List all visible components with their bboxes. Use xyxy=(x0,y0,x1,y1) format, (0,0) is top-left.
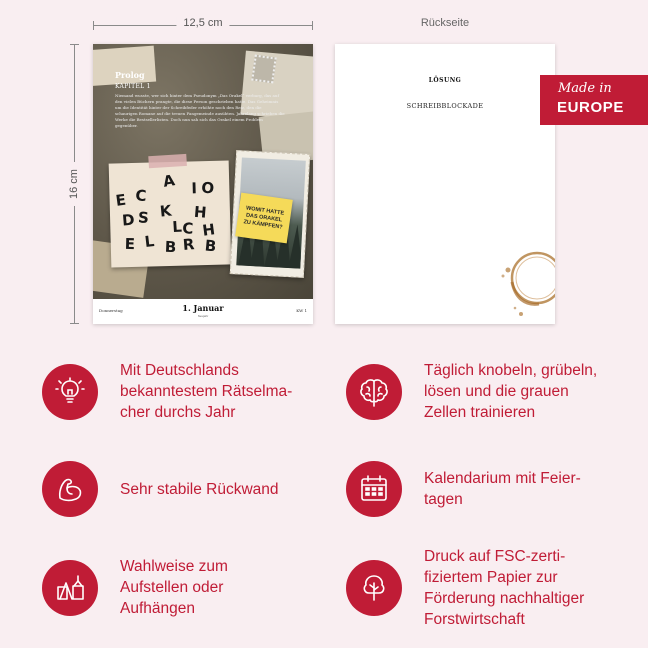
puzzle-letter: S xyxy=(137,208,150,228)
puzzle-letter: L xyxy=(171,217,183,237)
chapter-label: KAPITEL 1 xyxy=(115,83,151,90)
lightbulb-icon xyxy=(42,364,98,420)
puzzle-letter: E xyxy=(114,190,128,210)
puzzle-letter: K xyxy=(159,201,173,221)
feature-text: Druck auf FSC-zerti- fiziertem Papier zur Förderung nachhaltiger Forstwirtschaft xyxy=(424,548,585,628)
feature-text: Sehr stabile Rückwand xyxy=(120,480,279,498)
puzzle-letter: O xyxy=(200,178,215,198)
puzzle-letter: H xyxy=(193,202,208,222)
feature-stable-back xyxy=(42,461,279,517)
holiday: Neujahr xyxy=(197,314,209,318)
sticky-note: WOMIT HATTE DAS ORAKEL ZU KÄMPFEN? xyxy=(235,193,293,244)
weekday: Donnerstag xyxy=(99,308,123,313)
puzzle-letter: A xyxy=(161,171,177,191)
puzzle-letter: I xyxy=(191,179,198,198)
hanging-icon xyxy=(42,560,98,616)
date: 1. Januar xyxy=(182,303,224,313)
feature-text: Wahlweise zum Aufstellen oder Aufhängen xyxy=(120,558,228,617)
calendar-footer xyxy=(93,299,313,324)
badge-made-in: Made in xyxy=(558,81,612,96)
strong-arm-icon xyxy=(42,461,98,517)
height-dimension xyxy=(64,44,84,324)
tree-icon xyxy=(346,560,402,616)
solution-heading: LÖSUNG xyxy=(428,77,462,84)
feature-fsc-paper xyxy=(346,546,584,630)
puzzle-letter: H xyxy=(201,220,217,240)
coffee-stain-icon xyxy=(495,242,555,322)
width-dimension xyxy=(93,14,313,34)
calendar-front-page xyxy=(93,44,313,324)
puzzle-letter: D xyxy=(121,210,136,230)
solution-text: SCHREIBBLOCKADE xyxy=(406,102,484,110)
puzzle-letter: C xyxy=(181,219,194,238)
brain-icon xyxy=(346,364,402,420)
tape xyxy=(148,154,187,168)
height-label: 16 cm xyxy=(68,162,80,206)
back-side-label: Rückseite xyxy=(420,17,470,29)
puzzle-letter: C xyxy=(135,186,147,205)
made-in-europe-badge xyxy=(540,75,648,125)
feature-holidays xyxy=(346,461,581,517)
puzzle-letter: B xyxy=(164,237,177,257)
stamp-icon xyxy=(251,55,276,84)
puzzle-letter: R xyxy=(182,235,196,254)
feature-text: Kalendarium mit Feier- tagen xyxy=(424,470,581,508)
puzzle-letter: L xyxy=(143,232,156,252)
puzzle-letter: B xyxy=(204,236,218,256)
feature-brain-training xyxy=(346,360,597,423)
prolog-title: Prolog xyxy=(115,70,145,80)
calendar-icon xyxy=(346,461,402,517)
calendar-back-page xyxy=(335,44,555,324)
calendar-week: KW 1 xyxy=(296,308,307,313)
letter-puzzle-note xyxy=(109,160,232,267)
badge-region: EUROPE xyxy=(557,99,624,116)
feature-puzzle-maker xyxy=(42,360,292,423)
feature-text: Täglich knobeln, grübeln, lösen und die grauen Zellen trainieren xyxy=(424,362,598,421)
feature-text: Mit Deutschlands bekanntestem Rätselma- cher durchs Jahr xyxy=(120,362,293,421)
feature-stand-or-hang xyxy=(42,556,228,619)
collage-background xyxy=(93,44,313,299)
prolog-text: Niemand wusste, wer sich hinter dem Pseudonym „Das Orakel“ verbarg, das auf den vielen Büchern prangte, die diese Person geschrieben hatte. Das Geheimnis um die Identität hinter der Schreibfeder erhöhte noch den Reiz, den die schaurigen Romane auf die treuen Fangemeinde ausübten. Jahrelang schrieben die Werke die Bestsellerlisten. Doch nun sah sich das Orakel einem Problem gegenüber. xyxy=(115,93,285,128)
puzzle-letter: E xyxy=(124,234,136,254)
width-label: 12,5 cm xyxy=(176,17,229,29)
